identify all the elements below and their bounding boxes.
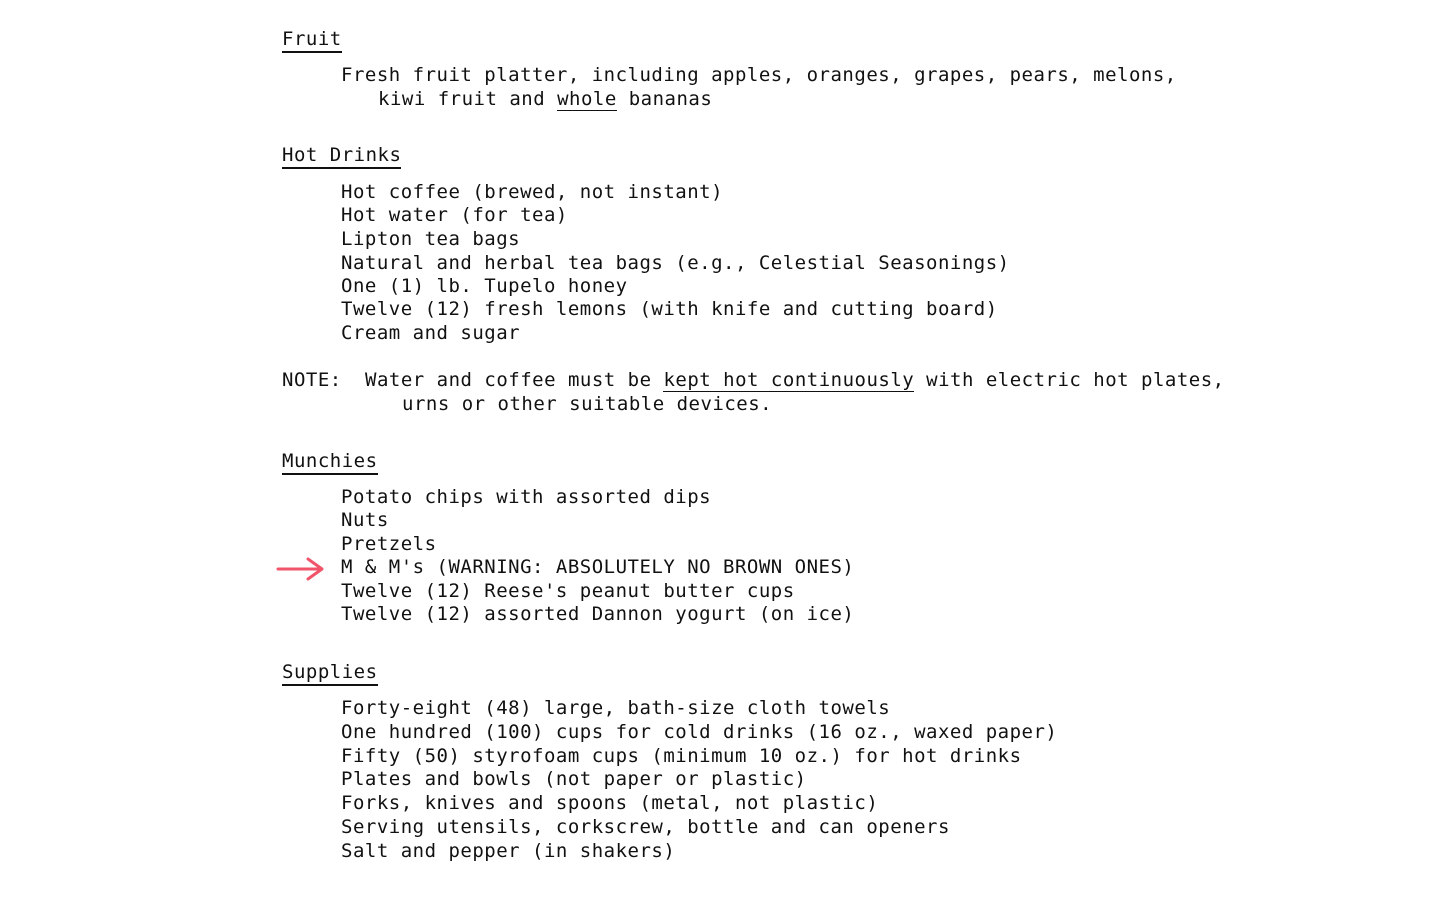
note-text-pre: Water and coffee must be [365,369,664,391]
hot-drinks-item: One (1) lb. Tupelo honey [341,275,628,297]
section-heading-munchies: Munchies [282,450,378,475]
fruit-underlined-word: whole [557,88,617,110]
hot-drinks-item: Lipton tea bags [341,228,521,250]
section-heading-fruit: Fruit [282,28,342,53]
supplies-item: Forty-eight (48) large, bath-size cloth towels [341,697,891,719]
fruit-line-2-pre: kiwi fruit and [378,88,558,110]
supplies-item: Salt and pepper (in shakers) [341,840,676,862]
supplies-item: Serving utensils, corkscrew, bottle and can openers [341,816,950,838]
munchies-item: Potato chips with assorted dips [341,486,712,508]
supplies-item: Plates and bowls (not paper or plastic) [341,768,807,790]
note-text-post: with electric hot plates, [914,369,1225,391]
section-heading-supplies: Supplies [282,661,378,686]
hot-drinks-item: Twelve (12) fresh lemons (with knife and cutting board) [341,298,998,320]
hot-drinks-item: Hot coffee (brewed, not instant) [341,181,724,203]
munchies-item: Nuts [341,509,389,531]
fruit-line-1: Fresh fruit platter, including apples, oranges, grapes, pears, melons, [341,64,1177,86]
section-heading-hot-drinks: Hot Drinks [282,144,401,169]
munchies-item: Twelve (12) assorted Dannon yogurt (on ice) [341,603,855,625]
hot-drinks-item: Natural and herbal tea bags (e.g., Celestial Seasonings) [341,252,1010,274]
highlight-arrow-icon [276,556,326,582]
note-label: NOTE: [282,369,342,391]
munchies-item: Pretzels [341,533,437,555]
hot-drinks-item: Hot water (for tea) [341,204,568,226]
hot-drinks-item: Cream and sugar [341,322,521,344]
supplies-item: Forks, knives and spoons (metal, not plastic) [341,792,879,814]
note-underlined-phrase: kept hot continuously [663,369,915,391]
supplies-item: Fifty (50) styrofoam cups (minimum 10 oz.) for hot drinks [341,745,1022,767]
fruit-line-2-post: bananas [616,88,713,110]
supplies-item: One hundred (100) cups for cold drinks (16 oz., waxed paper) [341,721,1058,743]
munchies-item-warning: M & M's (WARNING: ABSOLUTELY NO BROWN ONES) [341,556,855,578]
fruit-line-2 [378,88,712,110]
munchies-item: Twelve (12) Reese's peanut butter cups [341,580,795,602]
note-text [365,369,1225,391]
note-continuation: urns or other suitable devices. [402,393,773,415]
